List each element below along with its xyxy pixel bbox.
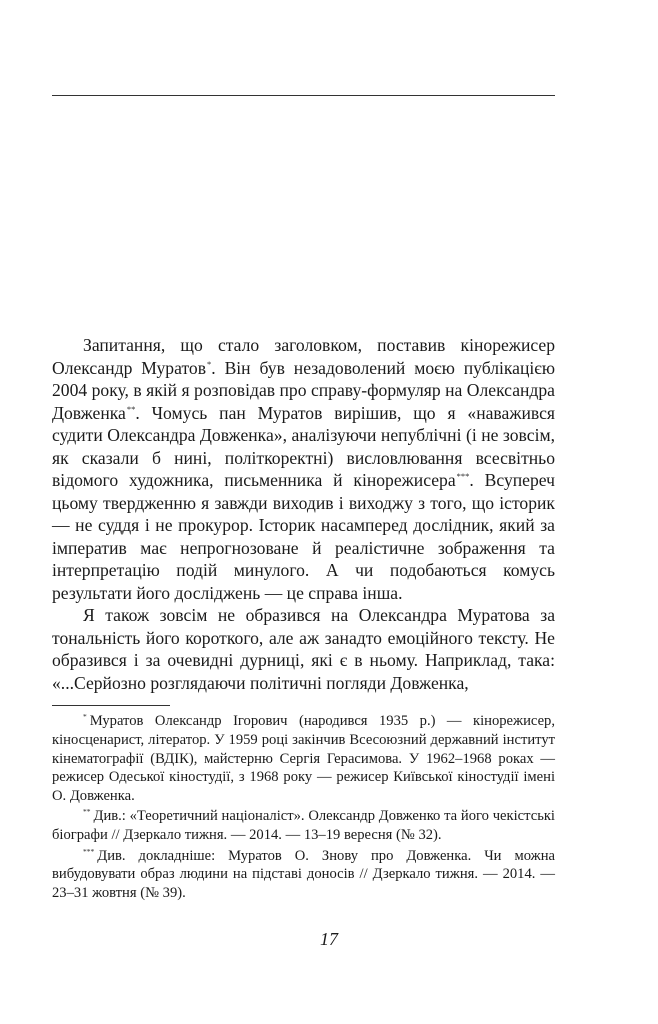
footnote-mark-3: *** [83,846,95,856]
paragraph-2: Я також зовсім не образився на Олександра Муратова за тональність його короткого, але аж занадто емоційного тексту. Не образився і за очевидні дурниці, які є в ньому. Наприклад, така: «...Серйозно розглядаючи політичні погляди Довженка, [52,605,555,693]
footnotes [52,712,555,904]
footnote-ref-2: ** [126,403,136,414]
header-rule [52,95,555,96]
footnote-1 [52,712,555,806]
footnote-3 [52,847,555,903]
footnote-text-3: Див. докладніше: Муратов О. Знову про Довженка. Чи можна вибудовувати образ людини на підставі доносів // Дзеркало тижня. — 2014. — 23–31 жовтня (№ 39). [52,847,555,902]
footnote-mark-2: ** [83,807,91,817]
main-text [52,334,555,694]
paragraph-1 [52,334,555,604]
paragraph-1-part-4: . Всупереч цьому твердженню я завжди виходив і виходжу з того, що історик — не суддя і не прокурор. Історик насамперед дослідник, який за імператив має непрогнозоване й реалістичне зображення та інтерпретацію подій минулого. А чи подобаються комусь результати його досліджень — це справа інша. [52,470,555,603]
page-number: 17 [320,929,338,949]
footnote-ref-1: * [207,358,212,369]
paragraph-1-part-3: . Чомусь пан Муратов вирішив, що я «наважився судити Олександра Довженка», аналізуючи непублічні (і не зовсім, як сказали б нині, політкоректні) висловлювання всесвітньо відомого художника, письменника й кінорежисера [52,402,555,490]
footnote-2 [52,807,555,845]
footnote-text-2: Див.: «Теоретичний націоналіст». Олександр Довженко та його чекістські біографи // Дзеркало тижня. — 2014. — 13–19 вересня (№ 32). [52,808,555,844]
footnote-mark-1: * [83,712,87,721]
footnote-separator [52,705,170,706]
paragraph-1-part-1: Запитання, що стало заголовком, поставив кінорежисер Олександр Муратов [52,335,555,378]
footnote-ref-3: *** [456,471,470,481]
footnote-text-1: Муратов Олександр Ігорович (народився 1935 р.) — кінорежисер, кіносценарист, літератор. У 1959 році закінчив Всесоюзний державний інститут кінематографії (ВДІК), майстерню Сергія Герасимова. У 1962–1968 роках — режисер Одеської кіностудії, з 1968 року — режисер Київської кіностудії імені О. Довженка. [52,713,555,805]
paragraph-1-part-2: . Він був незадоволений моєю публікацією 2004 року, в якій я розповідав про справу-формуляр на Олександра Довженка [52,357,555,423]
